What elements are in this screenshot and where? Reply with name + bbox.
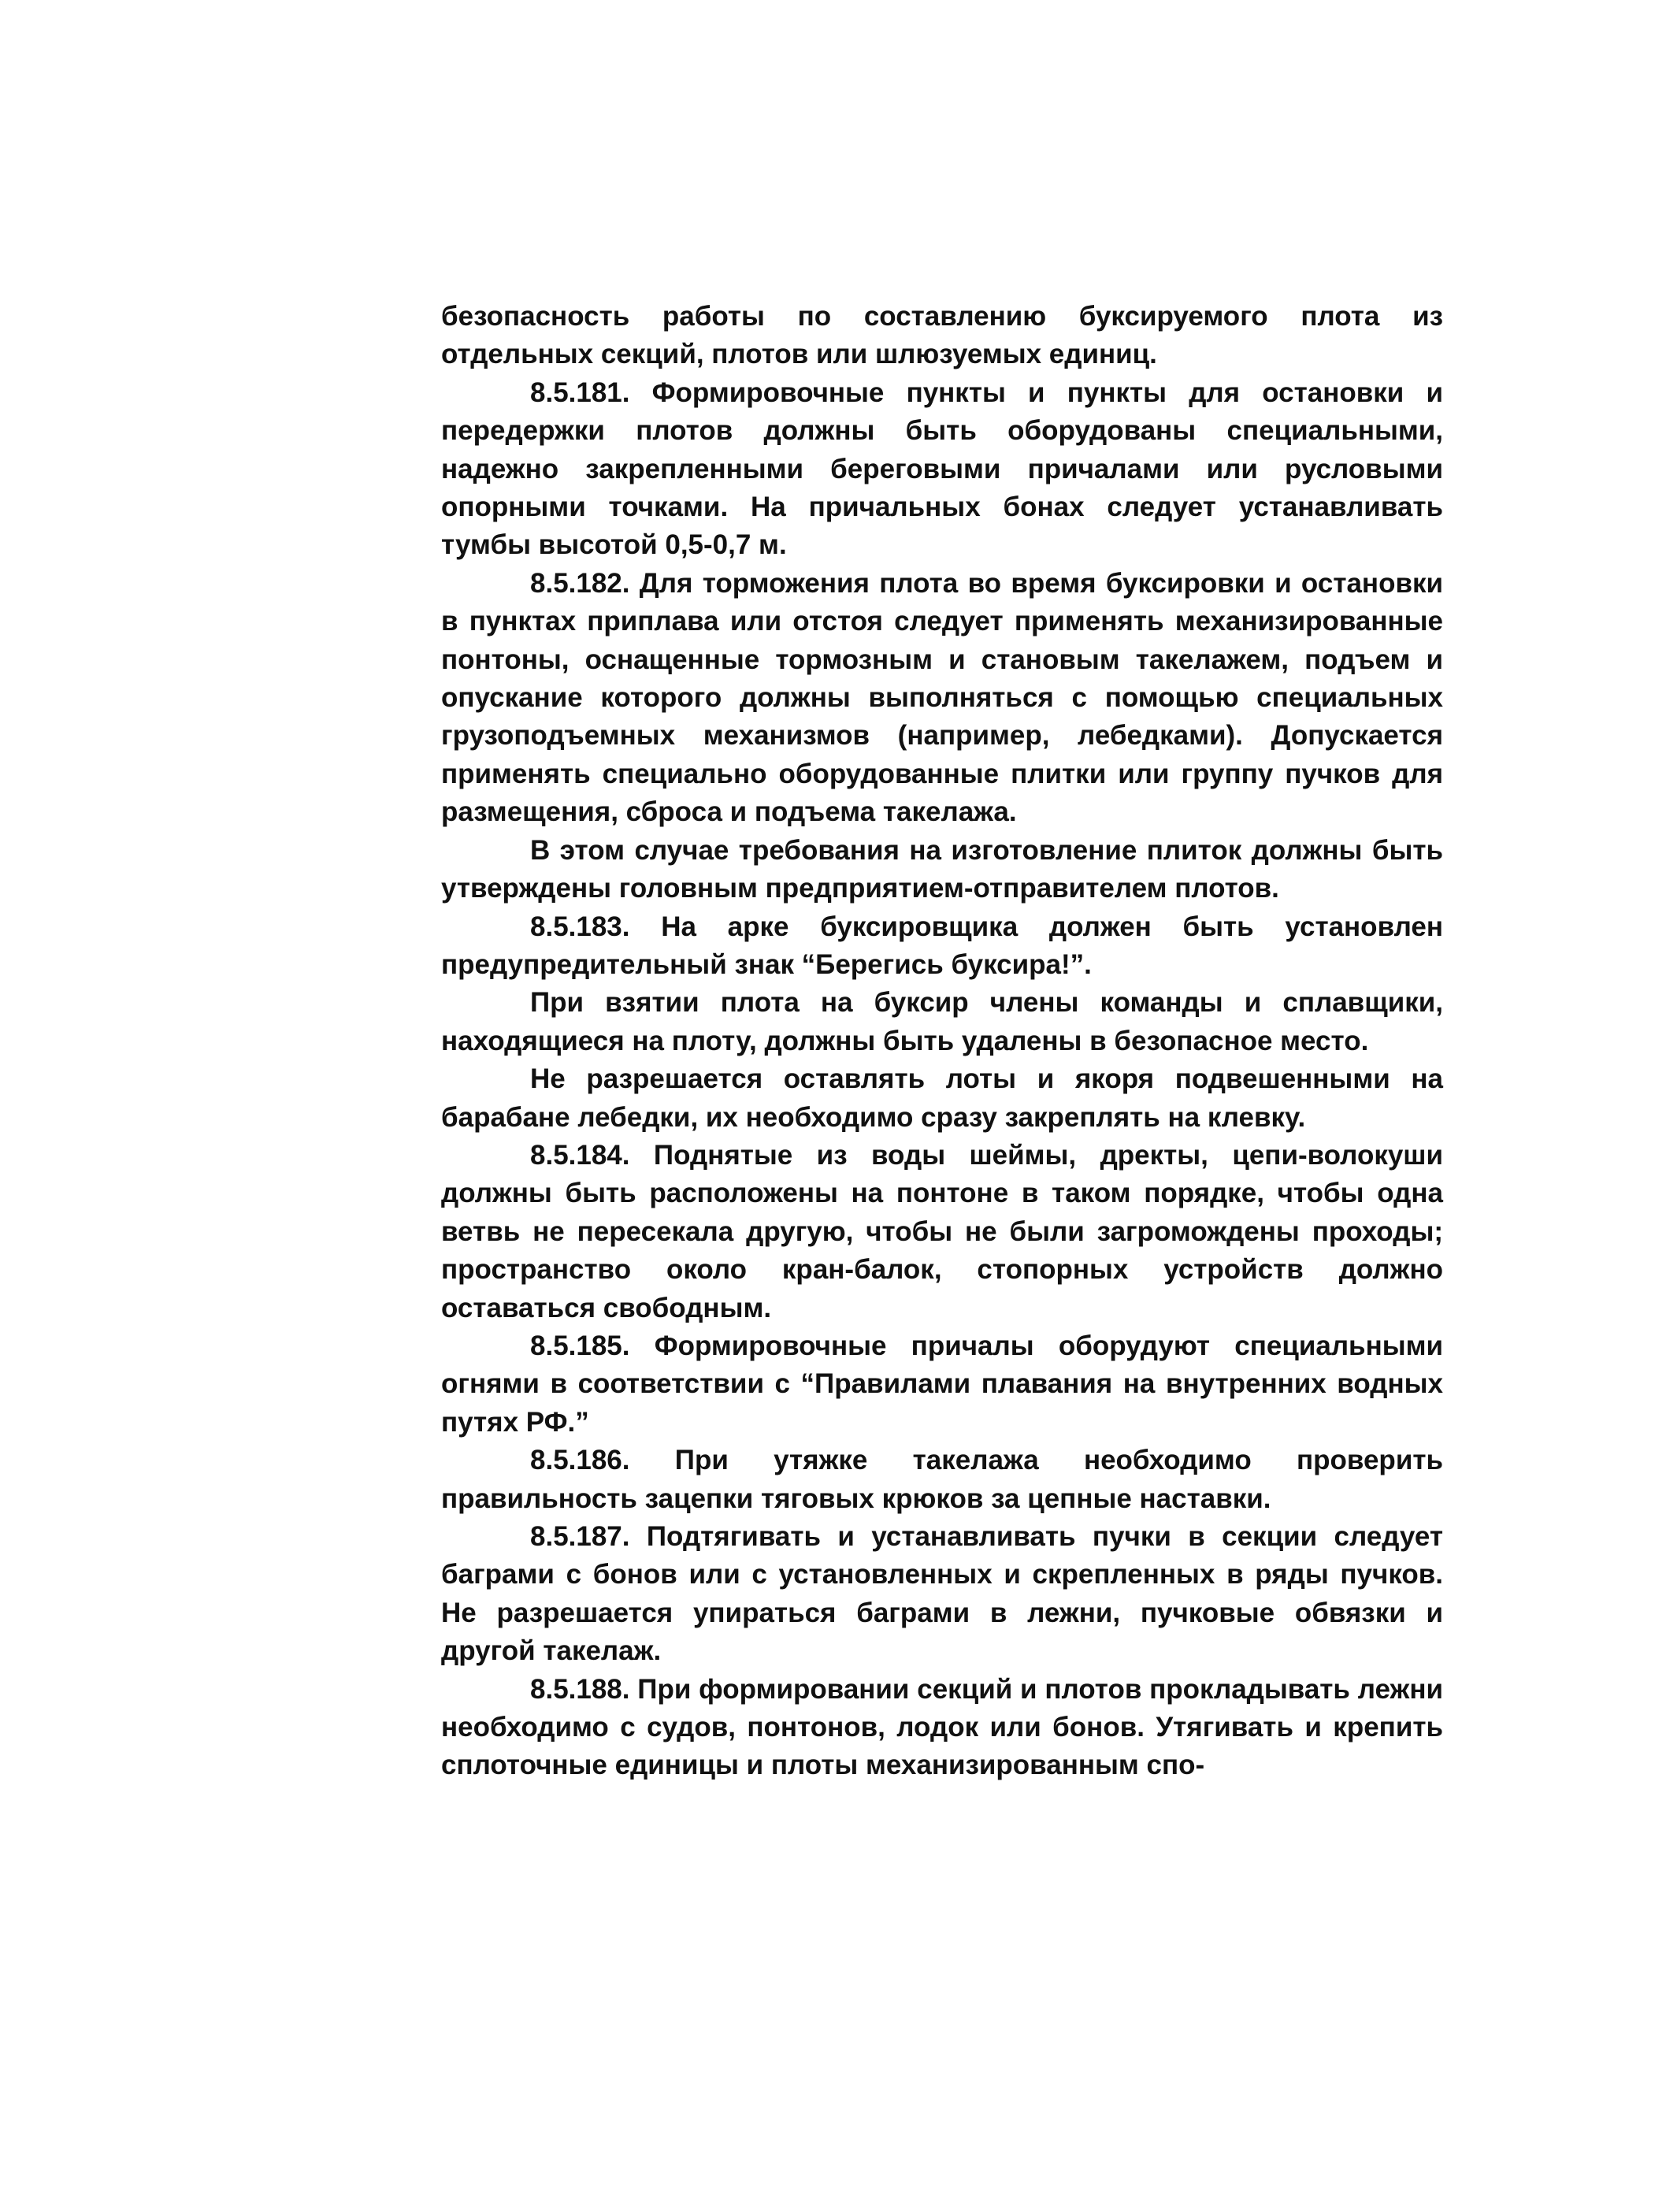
paragraph-8-5-185: 8.5.185. Формировочные причалы оборудуют специальными огнями в соответствии с “Правилами плавания на внутренних водных путях РФ.”: [441, 1330, 1443, 1438]
paragraph-8-5-187: 8.5.187. Подтягивать и устанавливать пучки в секции следует баграми с бонов или с установленных и скрепленных в ряды пучков. Не разрешается упираться баграми в лежни, пучковые обвязки и другой такелаж.: [441, 1521, 1443, 1667]
paragraph-crew-removal: При взятии плота на буксир члены команды и сплавщики, находящиеся на плоту, должны быть удалены в безопасное место.: [441, 987, 1443, 1056]
paragraph-plitki-requirements: В этом случае требования на изготовление плиток должны быть утверждены головным предприятием-отправителем плотов.: [441, 834, 1443, 904]
paragraph-8-5-182: 8.5.182. Для торможения плота во время буксировки и остановки в пунктах приплава или отстоя следует применять механизированные понтоны, оснащенные тормозным и становым такелажем, подъем и опускание которого должны выполняться с помощью специальных грузоподъемных механизмов (например, лебедками). Допускается применять специально оборудованные плитки или группу пучков для размещения, сброса и подъема такелажа.: [441, 567, 1443, 828]
paragraph-8-5-188: 8.5.188. При формировании секций и плотов прокладывать лежни необходимо с судов, понтонов, лодок или бонов. Утягивать и крепить сплоточные единицы и плоты механизированным спо-: [441, 1673, 1443, 1781]
paragraph-8-5-186: 8.5.186. При утяжке такелажа необходимо проверить правильность зацепки тяговых крюков за цепные наставки.: [441, 1445, 1443, 1514]
paragraph-continuation: безопасность работы по составлению буксируемого плота из отдельных секций, плотов или шлюзуемых единиц.: [441, 301, 1443, 370]
paragraph-8-5-183: 8.5.183. На арке буксировщика должен быть установлен предупредительный знак “Берегись буксира!”.: [441, 911, 1443, 980]
paragraph-8-5-181: 8.5.181. Формировочные пункты и пункты для остановки и передержки плотов должны быть оборудованы специальными, надежно закрепленными береговыми причалами или русловыми опорными точками. На причальных бонах следует устанавливать тумбы высотой 0,5-0,7 м.: [441, 377, 1443, 561]
body-text: [441, 298, 1443, 1785]
paragraph-8-5-184: 8.5.184. Поднятые из воды шеймы, дректы, цепи-волокуши должны быть расположены на понтоне в таком порядке, чтобы одна ветвь не пересекала другую, чтобы не были загромождены проходы; пространство около кран-балок, стопорных устройств должно оставаться свободным.: [441, 1139, 1443, 1323]
paragraph-anchors: Не разрешается оставлять лоты и якоря подвешенными на барабане лебедки, их необходимо сразу закреплять на клевку.: [441, 1063, 1443, 1133]
